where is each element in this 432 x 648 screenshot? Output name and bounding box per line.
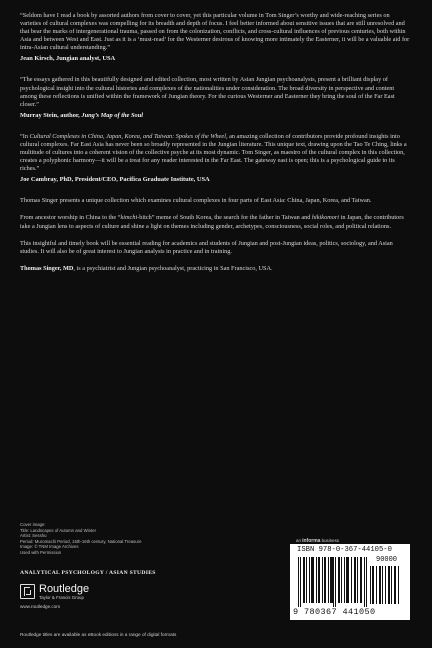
quote-2-author-work: Jung’s Map of the Soul [81,111,144,119]
publisher-url: www.routledge.com [20,604,61,609]
desc-2-part-b: -bitch” meme of South Korea, the search for the father in Taiwan and [137,214,312,222]
quote-1-text: “Seldom have I read a book by assorted authors from cover to cover, yet this particular volume in Tom Singer’s worthy and wide-reaching series on varieties of cultural complexes was compelling for its breadth and depth of focus. I feel better informed about sensitive issues that are still unresolved and that bear the marks of intergenerational trauma, passed on from the colonization, conflicts, and cross-cultural influences of previous centuries, both within Asia and between West and East. Just as it is a ‘must-read’ for the Westerner desirous of knowing more intimately the Easterner, it will be a valuable aid for intra-Asian cultural understanding.” [20,12,410,52]
credit-line: Title: Landscapes of Autumn and Winter [20,527,97,533]
informa-prefix: an [296,538,303,543]
desc-2-hikikomori: hikikomori [311,214,340,222]
description-paragraph-1: Thomas Singer presents a unique collection which examines cultural complexes in four parts of East Asia: China, Japan, Korea, and Taiwan. [20,197,372,205]
credit-line: Image: © TNM Image Archives [20,544,79,550]
quote-3-rest: , an amazing collection of contributors provide profound insights into cultural complexes. Far East Asia has never been so broadly represented in the Jungian literature. This unique text, drawing upon the Tao Te Ching, links a multitude of cultures into a coherent vision of the collective psyche at its most dynamic. Tom Singer, as maestro of the cultural complex in this collection, creates a polyphonic harmony—it will be a treat for any reader interested in the Far East. The gateway east is open; this is a psychological guide to its riches.” [20,132,407,173]
desc-2-part-a: From ancestor worship in China to the “ [20,214,121,222]
quote-2-author-name: Murray Stein, author, [20,111,82,119]
publisher-group: Taylor & Francis Group [39,595,84,600]
quote-3-book-title: Cultural Complexes in China, Japan, Korea, and Taiwan: Spokes of the Wheel [29,132,226,140]
desc-2-kimchi: kimchi [120,214,138,222]
isbn-label [297,546,392,554]
isbn-barcode [290,544,410,620]
barcode-digits: 9 780367 441050 [293,607,376,617]
informa-suffix: business [320,538,340,543]
quote-2-author [20,112,412,120]
quote-2-text: “The essays gathered in this beautifully designed and edited collection, most written by Asian Jungian psychoanalysts, present a brilliant display of psychological insight into the cultural histories and complexes of the nationalities under consideration. The broad diversity in perspective and content among these reflections is unified within the framework of Jungian theory. For the curious Westerner and Easterner they bring the soul of the Far East closer.” [20,76,395,108]
quote-3-prefix: “In [20,132,30,140]
cover-image-credits [20,522,250,556]
barcode-bars-main [298,557,370,607]
price-code: 90000 [376,556,398,564]
description-paragraph-2 [20,214,412,230]
ebook-note: Routledge titles are available as eBook editions in a range of digital formats [20,632,177,637]
routledge-logo-icon [20,584,35,599]
publisher-name: Routledge [39,583,90,595]
author-bio-rest: , is a psychiatrist and Jungian psychoanalyst, practicing in San Francisco, USA. [73,264,273,272]
isbn-number: ISBN 978-0-367-44105-0 [297,546,392,554]
publisher-block [20,584,160,609]
quote-1-author: Jean Kirsch, Jungian analyst, USA [20,55,116,63]
subject-category: ANALYTICAL PSYCHOLOGY / ASIAN STUDIES [20,570,156,576]
author-bio-name: Thomas Singer, MD [20,264,74,272]
back-cover-text [20,12,412,273]
credit-line: Period: Muromachi Period, 15th-16th century, National Treasure [20,538,142,544]
credit-line: Artist: Sesshu [20,533,47,539]
quote-3-text [20,133,412,173]
credit-line: Cover image: [20,522,46,527]
desc-2-part-c: in Japan, the contributors take a Jungian lens to aspects of culture and shine a light on themes including gender, archetypes, consciousness, social roles, and political relations. [20,214,404,230]
credit-line: Used with Permission [20,549,62,555]
author-bio [20,265,412,273]
informa-brand: informa [302,538,321,544]
description-paragraph-3: This insightful and timely book will be essential reading for academics and students of Jungian and post-Jungian ideas, politics, sociology, and Asian studies. It will also be of great interest to Jungian analysts in practice and in training. [20,239,393,255]
barcode-bars-addon [370,566,402,606]
quote-3-author: Joe Cambray, PhD, President/CEO, Pacifica Graduate Institute, USA [20,176,210,184]
